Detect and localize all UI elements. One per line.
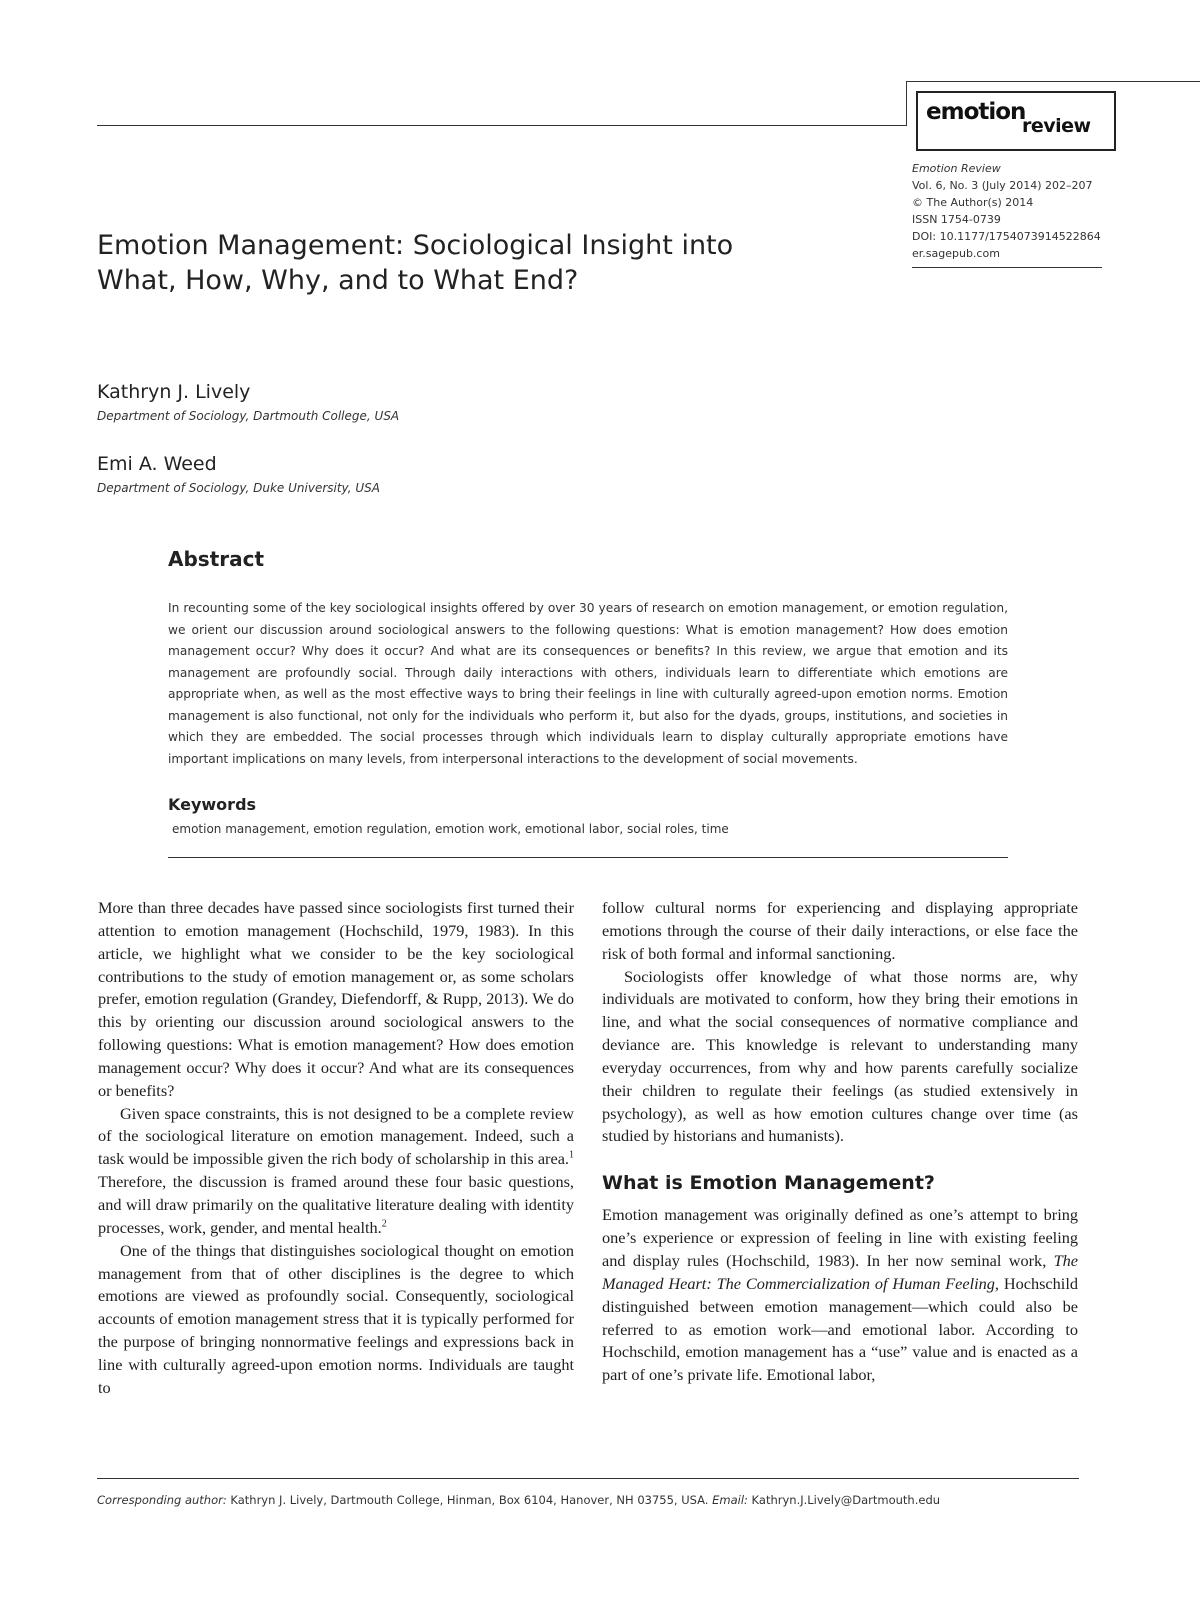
body-text: Given space constraints, this is not designed to be a complete review of the sociological literature on emotion management. Indeed, such a task would be impossible given the rich body of scholarship in this area. bbox=[98, 1103, 574, 1169]
article-title bbox=[97, 228, 817, 298]
abstract-heading: Abstract bbox=[168, 547, 265, 571]
email-link[interactable]: Kathryn.J.Lively@Dartmouth.edu bbox=[747, 1493, 941, 1507]
logo-word-review: review bbox=[1022, 115, 1091, 137]
body-paragraph: follow cultural norms for experiencing and displaying appropriate emotions through the course of their daily interactions, or else face the risk of both formal and informal sanctioning. bbox=[602, 898, 1078, 963]
journal-logo bbox=[916, 91, 1116, 151]
corresponding-author bbox=[97, 1493, 940, 1507]
body-text: , Hochschild distinguished between emotion management—which could also be referred to as emotion work—and emotional labor. According to Hochschild, emotion management has a “use” value and is enacted as a part of one’s private life. Emotional labor, bbox=[602, 1273, 1078, 1385]
body-paragraph: Sociologists offer knowledge of what those norms are, why individuals are motivated to conform, how they bring their emotions in line, and what the social consequences of normative compliance and deviance are. This knowledge is relevant to understanding many everyday occurrences, from why and how parents carefully socialize their children to regulate their feelings (as studied extensively in psychology), as well as how emotion cultures change over time (as studied by historians and humanists). bbox=[602, 966, 1078, 1146]
corresponding-label: Corresponding author: bbox=[97, 1493, 227, 1507]
journal-doi[interactable]: DOI: 10.1177/1754073914522864 bbox=[912, 230, 1101, 243]
footer-rule bbox=[97, 1478, 1079, 1479]
journal-title: Emotion Review bbox=[912, 162, 1001, 175]
keywords-text: emotion management, emotion regulation, emotion work, emotional labor, social roles, time bbox=[172, 822, 729, 836]
author-name-2: Emi A. Weed bbox=[97, 453, 217, 475]
body-paragraph: One of the things that distinguishes sociological thought on emotion management from that of other disciplines is the degree to which emotions are viewed as profoundly social. Consequently, sociological accounts of emotion management stress that it is typically performed for the purpose of bringing nonnormative feelings and expressions back in line with culturally agreed-upon emotion norms. Individuals are taught to bbox=[98, 1240, 574, 1397]
body-column-left bbox=[98, 897, 574, 1400]
abstract-rule bbox=[168, 857, 1008, 858]
journal-volume: Vol. 6, No. 3 (July 2014) 202–207 bbox=[912, 179, 1093, 192]
logo-word-emotion: emotion bbox=[926, 99, 1026, 125]
body-text: Emotion management was originally defined as one’s attempt to bring one’s experience or expression of feeling in line with existing feeling and display rules (Hochschild, 1983). In her now seminal work, bbox=[602, 1205, 1078, 1270]
author-name-1: Kathryn J. Lively bbox=[97, 381, 251, 403]
keywords-heading: Keywords bbox=[168, 795, 257, 814]
abstract-text: In recounting some of the key sociological insights offered by over 30 years of research on emotion management, or emotion regulation, we orient our discussion around sociological answers to the following questions: What is emotion management? How does emotion management occur? Why does it occur? And what are its consequences or benefits? In this review, we argue that emotion and its management are profoundly social. Through daily interactions with others, individuals learn to differentiate which emotions are appropriate when, as well as the most effective ways to bring their feelings in line with culturally agreed-upon emotion norms. Emotion management is also functional, not only for the individuals who perform it, but also for the dyads, groups, institutions, and societies in which they are embedded. The social processes through which individuals learn to display culturally appropriate emotions have important implications on many levels, from interpersonal interactions to the development of social movements. bbox=[168, 601, 1008, 766]
article-title-line1: Emotion Management: Sociological Insight into bbox=[97, 230, 734, 261]
body-paragraph: More than three decades have passed since sociologists first turned their attention to emotion management (Hochschild, 1979, 1983). In this article, we highlight what we consider to be the key sociological contributions to the study of emotion management or, as some scholars prefer, emotion regulation (Grandey, Diefendorff, & Rupp, 2013). We do this by orienting our discussion around sociological answers to the following questions: What is emotion management? How does emotion management occur? Why does it occur? And what are its consequences or benefits? bbox=[98, 898, 574, 1100]
journal-info bbox=[912, 160, 1112, 262]
corresponding-text: Kathryn J. Lively, Dartmouth College, Hinman, Box 6104, Hanover, NH 03755, USA. bbox=[226, 1493, 713, 1507]
logo-frame-top bbox=[906, 81, 1200, 82]
email-label: Email: bbox=[712, 1493, 748, 1507]
body-column-right bbox=[602, 897, 1078, 1387]
body-text: Therefore, the discussion is framed around these four basic questions, and will draw primarily on the qualitative literature dealing with identity processes, work, gender, and mental health. bbox=[98, 1172, 574, 1237]
footnote-ref-1[interactable]: 1 bbox=[569, 1149, 574, 1161]
header-rule bbox=[97, 125, 906, 126]
journal-copyright: © The Author(s) 2014 bbox=[912, 196, 1034, 209]
book-title: The Managed Heart: The Commercialization of Human Feeling bbox=[602, 1250, 1078, 1293]
author-affiliation-1: Department of Sociology, Dartmouth College, USA bbox=[97, 409, 400, 423]
journal-site[interactable]: er.sagepub.com bbox=[912, 247, 1000, 260]
journal-info-rule bbox=[912, 267, 1102, 268]
article-title-line2: What, How, Why, and to What End? bbox=[97, 265, 579, 296]
author-affiliation-2: Department of Sociology, Duke University, USA bbox=[97, 481, 380, 495]
journal-issn: ISSN 1754-0739 bbox=[912, 213, 1001, 226]
logo-frame-left bbox=[906, 81, 907, 126]
footnote-ref-2[interactable]: 2 bbox=[381, 1218, 387, 1230]
body-paragraph bbox=[602, 1204, 1078, 1387]
section-heading: What is Emotion Management? bbox=[602, 1172, 935, 1195]
body-paragraph bbox=[98, 1103, 574, 1240]
